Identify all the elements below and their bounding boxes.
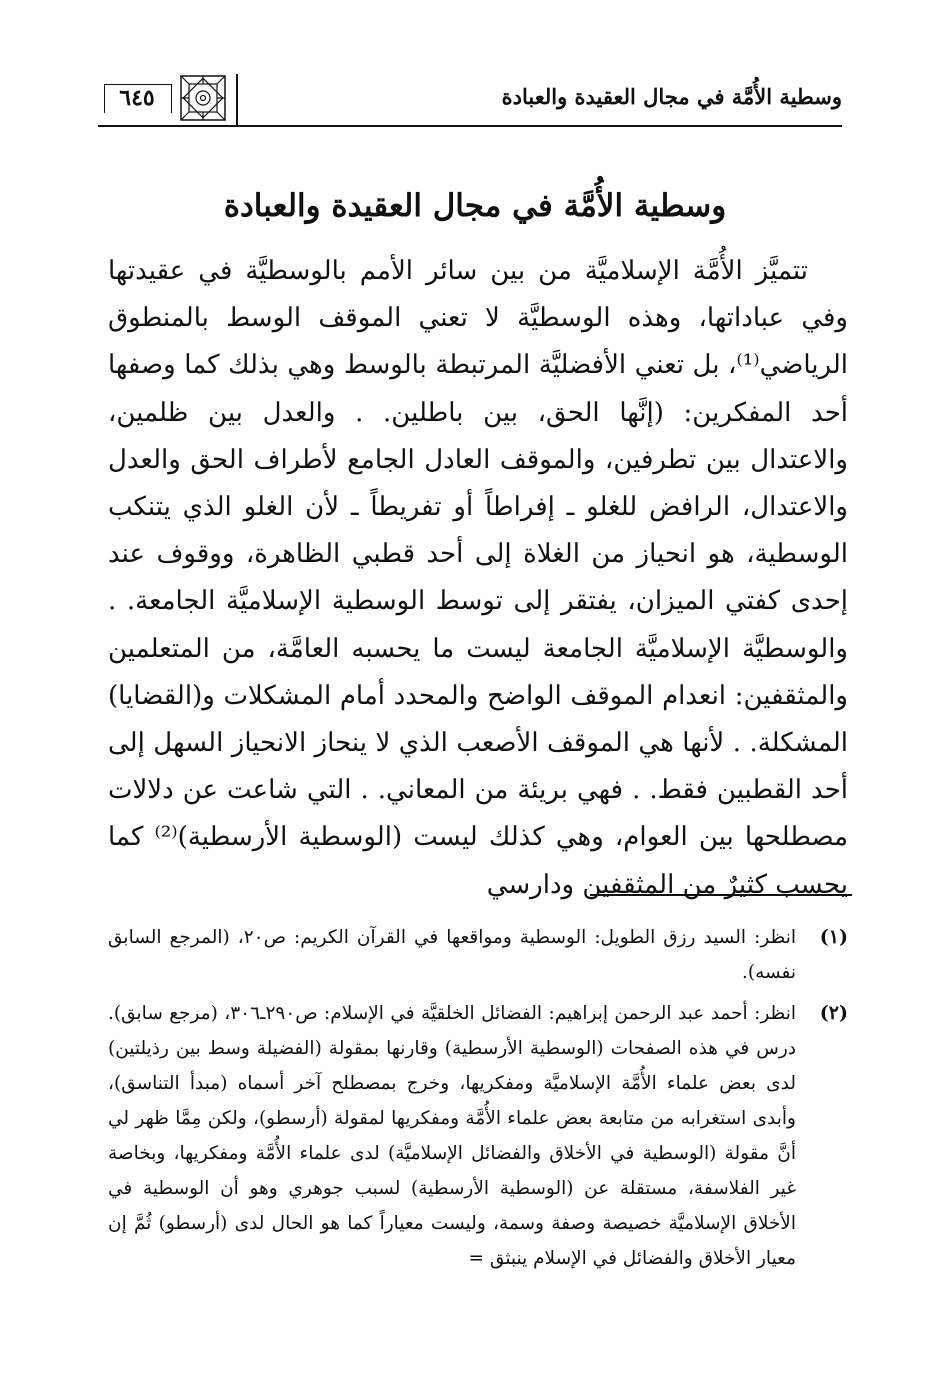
section-title: وسطية الأُمَّة في مجال العقيدة والعبادة (223, 188, 727, 224)
running-title: وسطية الأُمَّة في مجال العقيدة والعبادة (501, 84, 842, 109)
page-number: ٦٤٥ (119, 85, 155, 111)
footnote-text: انظر: السيد رزق الطويل: الوسطية ومواقعها في القرآن الكريم: ص٢٠، (المرجع السابق نفسه). (108, 927, 796, 983)
geometric-ornament-icon (180, 75, 226, 121)
main-text (108, 248, 848, 909)
footnote-number: (٢) (819, 1002, 848, 1024)
header-rule (98, 125, 842, 127)
footnotes (108, 920, 848, 1282)
footnote-1 (108, 920, 848, 990)
footnote-separator (590, 894, 852, 896)
header-divider (236, 74, 238, 126)
footnote-text: انظر: أحمد عبد الرحمن إبراهيم: الفضائل الخلقيَّة في الإسلام: ص٢٩٠ـ٣٠٦، (مرجع سابق). درس في هذه الصفحات (الوسطية الأرسطية) وقارنها بمقولة (الفضيلة وسط بين رذيلتين) لدى بعض علماء الأُمَّة الإسلاميَّة ومفكريها، وخرج بمصطلح آخر أسماه (مبدأ التناسق)، وأبدى استغرابه من متابعة بعض علماء الأُمَّة ومفكريها لمقولة (أرسطو)، ولكن مِمَّا ظهر لي أنَّ مقولة (الوسطية في الأخلاق والفضائل الإسلاميَّة) لدى علماء الأُمَّة ومفكريها، وبخاصة غير الفلاسفة، مستقلة عن (الوسطية الأرسطية) لسبب جوهري وهو أن الوسطية في الأخلاق الإسلاميَّة خصيصة وصفة وسمة، وليست معياراً كما هو الحال لدى (أرسطو) ثُمَّ إن معيار الأخلاق والفضائل في الإسلام ينبثق = (108, 1003, 796, 1269)
body-paragraph: تتميَّز الأُمَّة الإسلاميَّة من بين سائر الأمم بالوسطيَّة في عقيدتها وفي عباداتها، وهذه الوسطيَّة لا تعني الموقف الوسط بالمنطوق الرياضي⁽¹⁾، بل تعني الأفضليَّة المرتبطة بالوسط وهي بذلك كما وصفها أحد المفكرين: (إنَّها الحق، بين باطلين. . والعدل بين ظلمين، والاعتدال بين تطرفين، والموقف العادل الجامع لأطراف الحق والعدل والاعتدال، الرافض للغلو ـ إفراطاً أو تفريطاً ـ لأن الغلو الذي يتنكب الوسطية، هو انحياز من الغلاة إلى أحد قطبي الظاهرة، ووقوف عند إحدى كفتي الميزان، يفتقر إلى توسط الوسطية الإسلاميَّة الجامعة. . والوسطيَّة الإسلاميَّة الجامعة ليست ما يحسبه العامَّة، من المتعلمين والمثقفين: انعدام الموقف الواضح والمحدد أمام المشكلات و(القضايا) المشكلة. . لأنها هي الموقف الأصعب الذي لا ينحاز الانحياز السهل إلى أحد القطبين فقط. . فهي بريئة من المعاني. . التي شاعت عن دلالات مصطلحها بين العوام، وهي كذلك ليست (الوسطية الأرسطية)⁽²⁾ كما يحسب كثيرٌ من المثقفين ودارسي (108, 256, 848, 900)
footnote-number: (١) (819, 926, 848, 948)
running-header (0, 60, 950, 130)
footnote-2 (108, 996, 848, 1276)
